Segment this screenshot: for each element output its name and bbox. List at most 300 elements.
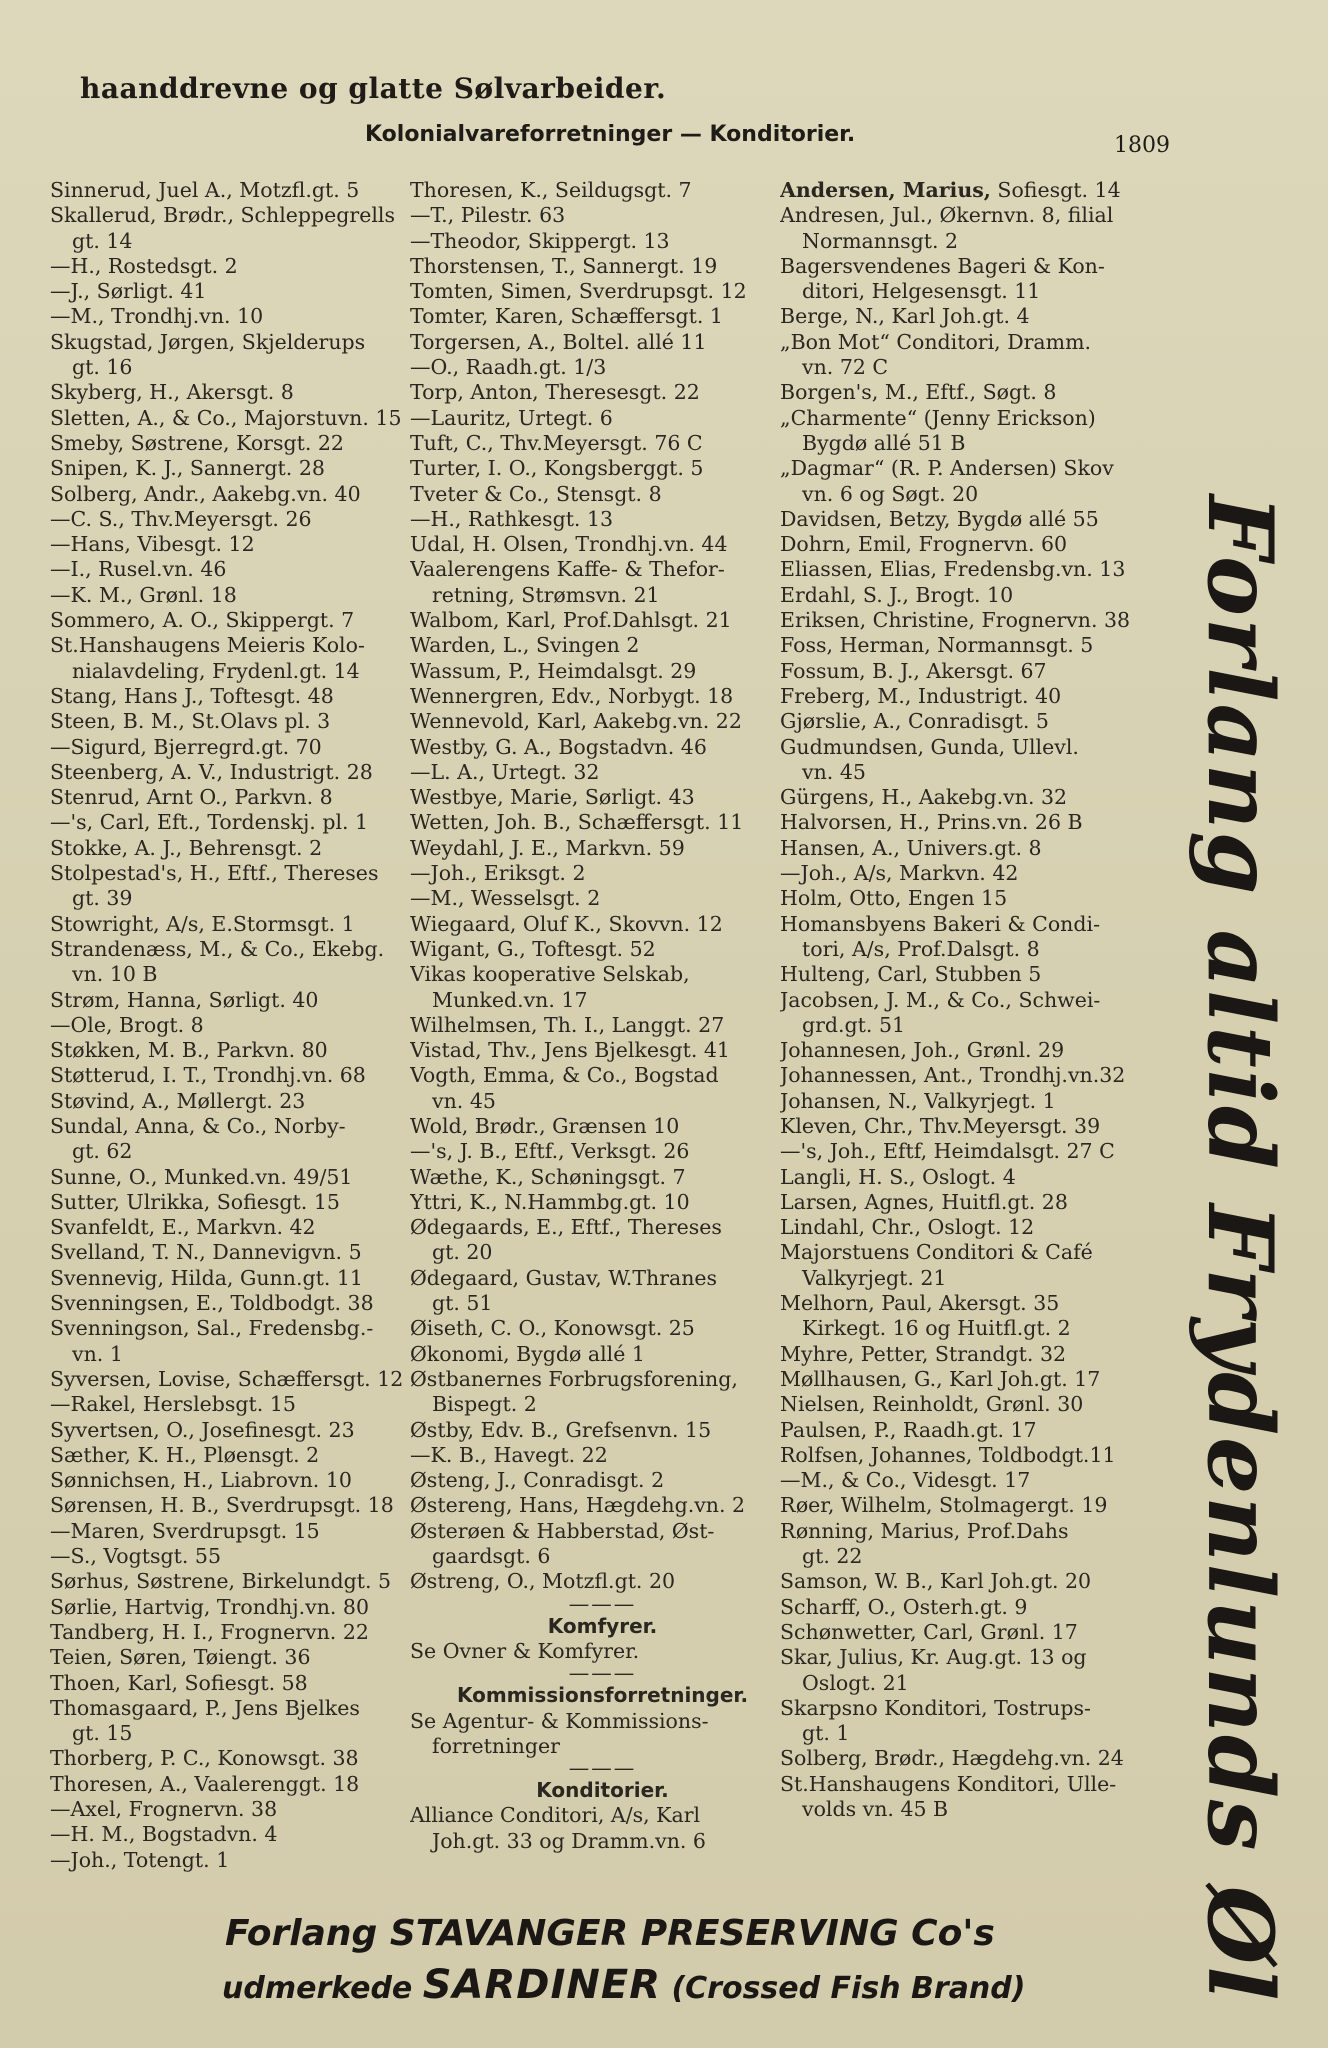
directory-entry [780, 861, 1170, 886]
directory-entry [780, 735, 1170, 786]
entry-continuation: Valkyrjegt. 21 [802, 1265, 947, 1290]
entry-text: Solberg, Brødr., Hægdehg.vn. 24 [780, 1746, 1124, 1771]
entry-continuation: gaardsgt. 6 [432, 1544, 551, 1569]
entry-continuation: gt. 20 [432, 1240, 493, 1265]
directory-entry [50, 912, 425, 937]
entry-continuation: Normannsgt. 2 [802, 228, 959, 253]
directory-entry [50, 431, 425, 456]
entry-continuation: gt. 39 [72, 886, 133, 911]
entry-continuation: vn. 45 [802, 759, 866, 784]
entry-text: —M., Wesselsgt. 2 [410, 886, 601, 911]
directory-entry [50, 1595, 425, 1620]
entry-text: Lindahl, Chr., Oslogt. 12 [780, 1215, 1035, 1240]
entry-text: Østerøen & Habberstad, Øst- [410, 1518, 715, 1543]
entry-text: —Joh., A/s, Markvn. 42 [780, 861, 1019, 886]
directory-entry [780, 532, 1170, 557]
directory-entry [410, 330, 795, 355]
directory-entry [50, 304, 425, 329]
directory-entry [410, 709, 795, 734]
entry-text: Sommero, A. O., Skippergt. 7 [50, 608, 355, 633]
directory-entry [50, 1645, 425, 1670]
entry-text: Berge, N., Karl Joh.gt. 4 [780, 304, 1030, 329]
bottom-ad-line-2 [222, 1962, 1025, 2008]
entry-text: —'s, Joh., Eftf, Heimdalsgt. 27 C [780, 1139, 1115, 1164]
directory-entry [780, 1493, 1170, 1518]
directory-entry [50, 1671, 425, 1696]
entry-text: —L. A., Urtegt. 32 [410, 759, 600, 784]
directory-entry [780, 1139, 1170, 1164]
directory-entry [410, 1038, 795, 1063]
entry-text: Strøm, Hanna, Sørligt. 40 [50, 987, 319, 1012]
entry-text: Foss, Herman, Normannsgt. 5 [780, 633, 1094, 658]
directory-entry [780, 1418, 1170, 1443]
entry-text: Thoresen, K., Seildugsgt. 7 [410, 178, 692, 202]
entry-text: Skallerud, Brødr., Schleppegrells [50, 203, 395, 228]
entry-continuation: vn. 72 C [802, 355, 889, 380]
entry-text: Skyberg, H., Akersgt. 8 [50, 380, 294, 405]
entry-text: Homansbyens Bakeri & Condi- [780, 911, 1100, 936]
entry-text: Majorstuens Conditori & Café [780, 1240, 1093, 1265]
directory-entry [780, 912, 1170, 963]
entry-text: —S., Vogtsgt. 55 [50, 1544, 221, 1569]
directory-entry [780, 1240, 1170, 1291]
entry-continuation: gt. 15 [72, 1721, 133, 1746]
entry-text: Se Agentur- & Kommissions- [410, 1708, 709, 1733]
entry-continuation: gt. 14 [72, 228, 133, 253]
directory-entry [780, 785, 1170, 810]
entry-text: Schønwetter, Carl, Grønl. 17 [780, 1619, 1078, 1644]
entry-text: St.Hanshaugens Meieris Kolo- [50, 633, 365, 658]
entry-text: Melhorn, Paul, Akersgt. 35 [780, 1291, 1060, 1316]
directory-entry [410, 557, 795, 608]
entry-text: —M., Trondhj.vn. 10 [50, 304, 264, 329]
entry-text: —O., Raadh.gt. 1/3 [410, 355, 607, 380]
entry-text: —J., Sørligt. 41 [50, 279, 207, 304]
entry-text: Myhre, Petter, Strandgt. 32 [780, 1341, 1067, 1366]
entry-continuation: vn. 45 [432, 1088, 496, 1113]
running-head: Kolonialvareforretninger — Konditorier. [365, 122, 856, 147]
entry-continuation: Munked.vn. 17 [432, 987, 588, 1012]
directory-entry [780, 1215, 1170, 1240]
entry-text: —'s, J. B., Eftf., Verksgt. 26 [410, 1139, 690, 1164]
directory-entry [410, 406, 795, 431]
entry-text: —Rakel, Herslebsgt. 15 [50, 1392, 296, 1417]
entry-text: Stenrud, Arnt O., Parkvn. 8 [50, 785, 333, 810]
entry-text: Davidsen, Betzy, Bygdø allé 55 [780, 506, 1099, 531]
entry-text: —K. B., Havegt. 22 [410, 1442, 608, 1467]
directory-entry [50, 507, 425, 532]
directory-entry [410, 1443, 795, 1468]
directory-entry [410, 1266, 795, 1317]
entry-text: Jacobsen, J. M., & Co., Schwei- [780, 987, 1101, 1012]
directory-entry [410, 1316, 795, 1341]
directory-entry [410, 1114, 795, 1139]
directory-entry [780, 456, 1170, 507]
directory-entry [50, 1089, 425, 1114]
entry-continuation: volds vn. 45 B [802, 1797, 949, 1821]
directory-entry [50, 1367, 425, 1392]
directory-entry [50, 937, 425, 988]
directory-entry [780, 1468, 1170, 1493]
directory-entry [50, 608, 425, 633]
entry-text: Paulsen, P., Raadh.gt. 17 [780, 1417, 1037, 1442]
directory-entry [50, 1848, 425, 1873]
directory-entry [410, 1342, 795, 1367]
directory-entry [410, 1569, 795, 1594]
directory-entry [780, 1746, 1170, 1771]
directory-entry [410, 229, 795, 254]
entry-text: —I., Rusel.vn. 46 [50, 557, 227, 582]
entry-text: —T., Pilestr. 63 [410, 203, 566, 228]
directory-entry [50, 785, 425, 810]
directory-entry [410, 937, 795, 962]
entry-text: Østereng, Hans, Hægdehg.vn. 2 [410, 1493, 746, 1518]
entry-text: Tomten, Simen, Sverdrupsgt. 12 [410, 279, 747, 304]
directory-entry [50, 1114, 425, 1165]
entry-text: Sønnichsen, H., Liabrovn. 10 [50, 1468, 352, 1493]
entry-text: Svenningson, Sal., Fredensbg.- [50, 1316, 374, 1341]
entry-text: Økonomi, Bygdø allé 1 [410, 1341, 645, 1366]
entry-text: Wæthe, K., Schøningsgt. 7 [410, 1164, 686, 1189]
directory-entry [780, 684, 1170, 709]
directory-entry [50, 1013, 425, 1038]
directory-entry [410, 1709, 795, 1760]
directory-entry [50, 330, 425, 381]
entry-text: —Joh., Eriksgt. 2 [410, 861, 586, 886]
entry-text: Snipen, K. J., Sannergt. 28 [50, 456, 325, 481]
directory-entry [410, 760, 795, 785]
directory-entry [780, 1392, 1170, 1417]
entry-continuation: Kirkegt. 16 og Huitfl.gt. 2 [802, 1316, 1071, 1341]
entry-text: „Dagmar“ (R. P. Andersen) Skov [780, 456, 1114, 481]
directory-entry [410, 178, 795, 203]
directory-entry [50, 532, 425, 557]
entry-text: —Ole, Brogt. 8 [50, 1012, 204, 1037]
directory-entry [780, 304, 1170, 329]
directory-entry [780, 406, 1170, 457]
entry-text: Ødegaard, Gustav, W.Thranes [410, 1265, 718, 1290]
directory-entry [50, 1493, 425, 1518]
directory-entry [50, 254, 425, 279]
entry-text: Stowright, A/s, E.Stormsgt. 1 [50, 911, 355, 936]
directory-entry [780, 1291, 1170, 1342]
entry-text: Halvorsen, H., Prins.vn. 26 B [780, 810, 1083, 835]
entry-text: Kleven, Chr., Thv.Meyersgt. 39 [780, 1113, 1101, 1138]
directory-entry [410, 482, 795, 507]
bottom-ad-prefix: udmerkede [222, 1971, 423, 2006]
entry-text: Turter, I. O., Kongsberggt. 5 [410, 456, 704, 481]
entry-text: Sørensen, H. B., Sverdrupsgt. 18 [50, 1493, 394, 1518]
directory-entry [50, 633, 425, 684]
entry-text: Westbye, Marie, Sørligt. 43 [410, 785, 695, 810]
directory-entry [50, 1165, 425, 1190]
entry-text: Svelland, T. N., Dannevigvn. 5 [50, 1240, 362, 1265]
entry-text: Skugstad, Jørgen, Skjelderups [50, 329, 366, 354]
entry-text: Svenningsen, E., Toldbodgt. 38 [50, 1291, 374, 1316]
entry-text: —C. S., Thv.Meyersgt. 26 [50, 506, 312, 531]
top-banner: haanddrevne og glatte Sølvarbeider. [80, 72, 667, 105]
directory-entry [410, 1367, 795, 1418]
entry-text: —M., & Co., Videsgt. 17 [780, 1468, 1031, 1493]
directory-entry [780, 1165, 1170, 1190]
entry-text: Vistad, Thv., Jens Bjelkesgt. 41 [410, 1038, 730, 1063]
entry-text: Samson, W. B., Karl Joh.gt. 20 [780, 1569, 1092, 1594]
side-advertisement: Forlang altid Frydenlunds Øl [1187, 495, 1293, 2003]
directory-entry [50, 1418, 425, 1443]
directory-entry [780, 203, 1170, 254]
entry-text: —Sigurd, Bjerregrd.gt. 70 [50, 734, 322, 759]
directory-entry [410, 785, 795, 810]
entry-text: Eriksen, Christine, Frognervn. 38 [780, 608, 1131, 633]
entry-text: Svanfeldt, E., Markvn. 42 [50, 1215, 316, 1240]
entry-text: Thomasgaard, P., Jens Bjelkes [50, 1695, 360, 1720]
section-divider: ——— [568, 1591, 637, 1616]
entry-text: Thoen, Karl, Sofiesgt. 58 [50, 1670, 308, 1695]
directory-entry [410, 456, 795, 481]
directory-entry [50, 988, 425, 1013]
entry-text: Stolpestad's, H., Eftf., Thereses [50, 861, 379, 886]
entry-text: Solberg, Andr., Aakebg.vn. 40 [50, 481, 361, 506]
directory-entry [410, 380, 795, 405]
directory-entry [410, 836, 795, 861]
directory-entry [410, 507, 795, 532]
entry-text: Scharff, O., Osterh.gt. 9 [780, 1594, 1028, 1619]
entry-continuation: vn. 10 B [72, 962, 158, 987]
entry-text: Østreng, O., Motzfl.gt. 20 [410, 1569, 676, 1594]
directory-entry [780, 254, 1170, 305]
directory-entry [410, 1215, 795, 1266]
directory-entry [50, 1746, 425, 1771]
directory-entry [410, 254, 795, 279]
entry-text: Fossum, B. J., Akersgt. 67 [780, 658, 1047, 683]
directory-entry [50, 1797, 425, 1822]
entry-text: Wetten, Joh. B., Schæffersgt. 11 [410, 810, 744, 835]
entry-text: Støtterud, I. T., Trondhj.vn. 68 [50, 1063, 366, 1088]
entry-continuation: gt. 16 [72, 355, 133, 380]
directory-entry [780, 1342, 1170, 1367]
directory-entry [50, 1822, 425, 1847]
directory-entry [50, 406, 425, 431]
entry-text: —H. M., Bogstadvn. 4 [50, 1822, 278, 1847]
entry-text: Gudmundsen, Gunda, Ullevl. [780, 734, 1079, 759]
entry-text: Nielsen, Reinholdt, Grønl. 30 [780, 1392, 1084, 1417]
entry-continuation: gt. 51 [432, 1291, 493, 1316]
entry-text: —Theodor, Skippergt. 13 [410, 228, 670, 253]
entry-text: Johansen, N., Valkyrjegt. 1 [780, 1088, 1056, 1113]
entry-text: Sørlie, Hartvig, Trondhj.vn. 80 [50, 1594, 370, 1619]
directory-entry [50, 380, 425, 405]
entry-text: Sundal, Anna, & Co., Norby- [50, 1113, 346, 1138]
directory-entry [50, 836, 425, 861]
bottom-ad-line-1: Forlang STAVANGER PRESERVING Co's [225, 1913, 995, 1954]
entry-text: —K. M., Grønl. 18 [50, 582, 237, 607]
entry-continuation: Oslogt. 21 [802, 1670, 909, 1695]
entry-continuation: forretninger [432, 1733, 560, 1758]
entry-text: Borgen's, M., Eftf., Søgt. 8 [780, 380, 1057, 405]
section-heading: Kommissionsforretninger. [456, 1683, 749, 1708]
directory-entry [780, 330, 1170, 381]
entry-continuation: grd.gt. 51 [802, 1012, 906, 1037]
entry-text: Rønning, Marius, Prof.Dahs [780, 1518, 1069, 1543]
entry-text: Tveter & Co., Stensgt. 8 [410, 481, 662, 506]
directory-entry [410, 1013, 795, 1038]
directory-entry [50, 810, 425, 835]
directory-entry [50, 735, 425, 760]
directory-entry [410, 1418, 795, 1443]
entry-text: St.Hanshaugens Konditori, Ulle- [780, 1771, 1117, 1796]
entry-text: Syvertsen, O., Josefinesgt. 23 [50, 1417, 355, 1442]
entry-continuation: vn. 6 og Søgt. 20 [802, 481, 979, 506]
directory-column-3 [780, 178, 1170, 1822]
entry-continuation: tori, A/s, Prof.Dalsgt. 8 [802, 936, 1040, 961]
directory-entry [410, 431, 795, 456]
entry-text: Svennevig, Hilda, Gunn.gt. 11 [50, 1265, 363, 1290]
directory-entry [50, 1240, 425, 1265]
directory-entry [780, 709, 1170, 734]
entry-text: Sørhus, Søstrene, Birkelundgt. 5 [50, 1569, 392, 1594]
directory-entry [410, 532, 795, 557]
entry-text: Gjørslie, A., Conradisgt. 5 [780, 709, 1049, 734]
entry-text: Warden, L., Svingen 2 [410, 633, 640, 658]
directory-entry [410, 279, 795, 304]
directory-entry [410, 1803, 795, 1854]
entry-text: Strandenæss, M., & Co., Ekebg. [50, 936, 385, 961]
entry-text: Sinnerud, Juel A., Motzfl.gt. 5 [50, 178, 360, 202]
entry-text: Tandberg, H. I., Frognervn. 22 [50, 1619, 369, 1644]
entry-text: Weydahl, J. E., Markvn. 59 [410, 835, 685, 860]
entry-text: Sunne, O., Munked.vn. 49/51 [50, 1164, 353, 1189]
entry-text: Wiegaard, Oluf K., Skovvn. 12 [410, 911, 723, 936]
directory-entry [410, 861, 795, 886]
directory-entry [50, 1696, 425, 1747]
entry-text: Støkken, M. B., Parkvn. 80 [50, 1038, 328, 1063]
entry-text: Wilhelmsen, Th. I., Langgt. 27 [410, 1012, 725, 1037]
directory-entry [50, 482, 425, 507]
directory-entry [780, 1114, 1170, 1139]
entry-text: Østby, Edv. B., Grefsenvn. 15 [410, 1417, 712, 1442]
directory-entry [410, 1063, 795, 1114]
directory-entry [410, 1493, 795, 1518]
directory-entry [780, 886, 1170, 911]
directory-entry [50, 456, 425, 481]
entry-continuation: gt. 62 [72, 1139, 133, 1164]
entry-continuation: Bygdø allé 51 B [802, 430, 966, 455]
directory-entry [780, 1367, 1170, 1392]
entry-text: —H., Rathkesgt. 13 [410, 506, 614, 531]
directory-entry [50, 709, 425, 734]
bottom-ad-sardiner: SARDINER [422, 1962, 661, 2008]
directory-entry [50, 1544, 425, 1569]
entry-text: „Charmente“ (Jenny Erickson) [780, 405, 1096, 430]
directory-entry [410, 735, 795, 760]
directory-entry [410, 1139, 795, 1164]
entry-text: Johannessen, Ant., Trondhj.vn.32 [780, 1063, 1126, 1088]
directory-entry [410, 633, 795, 658]
entry-text: Rolfsen, Johannes, Toldbodgt.11 [780, 1442, 1116, 1467]
directory-entry [780, 608, 1170, 633]
directory-entry [780, 1038, 1170, 1063]
entry-text: Østeng, J., Conradisgt. 2 [410, 1468, 665, 1493]
entry-text: Vikas kooperative Selskab, [410, 962, 690, 987]
entry-text: —Hans, Vibesgt. 12 [50, 532, 255, 557]
directory-entry [410, 886, 795, 911]
directory-entry [780, 1443, 1170, 1468]
directory-entry [780, 836, 1170, 861]
directory-entry [50, 1772, 425, 1797]
entry-text: Freberg, M., Industrigt. 40 [780, 683, 1062, 708]
entry-text: Steen, B. M., St.Olavs pl. 3 [50, 709, 331, 734]
bottom-ad-suffix: (Crossed Fish Brand) [661, 1971, 1026, 2006]
directory-entry [50, 1569, 425, 1594]
directory-entry [780, 988, 1170, 1039]
entry-text: —Maren, Sverdrupsgt. 15 [50, 1518, 320, 1543]
directory-column-2 [410, 178, 795, 1854]
entry-text: Røer, Wilhelm, Stolmagergt. 19 [780, 1493, 1108, 1518]
entry-text: Wassum, P., Heimdalsgt. 29 [410, 658, 697, 683]
directory-entry [410, 1190, 795, 1215]
entry-text: —Joh., Totengt. 1 [50, 1847, 230, 1872]
directory-entry [780, 810, 1170, 835]
entry-text: —Lauritz, Urtegt. 6 [410, 405, 613, 430]
entry-text: Torgersen, A., Boltel. allé 11 [410, 329, 707, 354]
directory-entry [780, 1696, 1170, 1747]
directory-entry [410, 912, 795, 937]
directory-entry [780, 583, 1170, 608]
entry-text: —Axel, Frognervn. 38 [50, 1797, 278, 1821]
directory-entry [50, 583, 425, 608]
entry-text: Westby, G. A., Bogstadvn. 46 [410, 734, 707, 759]
section-heading: Konditorier. [536, 1778, 669, 1803]
entry-text: —'s, Carl, Eft., Tordenskj. pl. 1 [50, 810, 369, 835]
directory-entry [50, 760, 425, 785]
directory-entry [410, 355, 795, 380]
entry-text: Hulteng, Carl, Stubben 5 [780, 962, 1042, 987]
page-number: 1809 [1114, 133, 1170, 158]
directory-entry [780, 1190, 1170, 1215]
entry-text: Syversen, Lovise, Schæffersgt. 12 [50, 1366, 404, 1391]
directory-entry [50, 1443, 425, 1468]
entry-text: Wold, Brødr., Grænsen 10 [410, 1113, 680, 1138]
entry-text: Thoresen, A., Vaalerenggt. 18 [50, 1771, 360, 1796]
entry-text: Stokke, A. J., Behrensgt. 2 [50, 835, 323, 860]
directory-entry [780, 659, 1170, 684]
directory-entry [780, 1569, 1170, 1594]
entry-text: Tuft, C., Thv.Meyersgt. 76 C [410, 430, 703, 455]
directory-column-1 [50, 178, 425, 1873]
entry-text: Andresen, Jul., Økernvn. 8, filial [780, 203, 1114, 228]
entry-text: Wennevold, Karl, Aakebg.vn. 22 [410, 709, 742, 734]
entry-text: Yttri, K., N.Hammbg.gt. 10 [410, 1189, 690, 1214]
entry-text: Andersen, Marius, Sofiesgt. 14 [780, 178, 1121, 202]
directory-entry [410, 203, 795, 228]
directory-entry [780, 962, 1170, 987]
entry-text: Dohrn, Emil, Frognervn. 60 [780, 532, 1068, 557]
directory-entry [410, 962, 795, 1013]
entry-text: Thorstensen, T., Sannergt. 19 [410, 253, 718, 278]
entry-text: „Bon Mot“ Conditori, Dramm. [780, 329, 1092, 354]
section-divider: ——— [568, 1661, 637, 1686]
entry-text: Steenberg, A. V., Industrigt. 28 [50, 759, 373, 784]
entry-text: Tomter, Karen, Schæffersgt. 1 [410, 304, 723, 329]
entry-text: Holm, Otto, Engen 15 [780, 886, 1008, 911]
directory-entry [50, 203, 425, 254]
entry-text: Udal, H. Olsen, Trondhj.vn. 44 [410, 532, 728, 557]
directory-entry [780, 633, 1170, 658]
directory-entry [50, 1063, 425, 1088]
directory-entry [50, 1392, 425, 1417]
directory-entry [50, 1316, 425, 1367]
entry-text: Walbom, Karl, Prof.Dahlsgt. 21 [410, 608, 732, 633]
